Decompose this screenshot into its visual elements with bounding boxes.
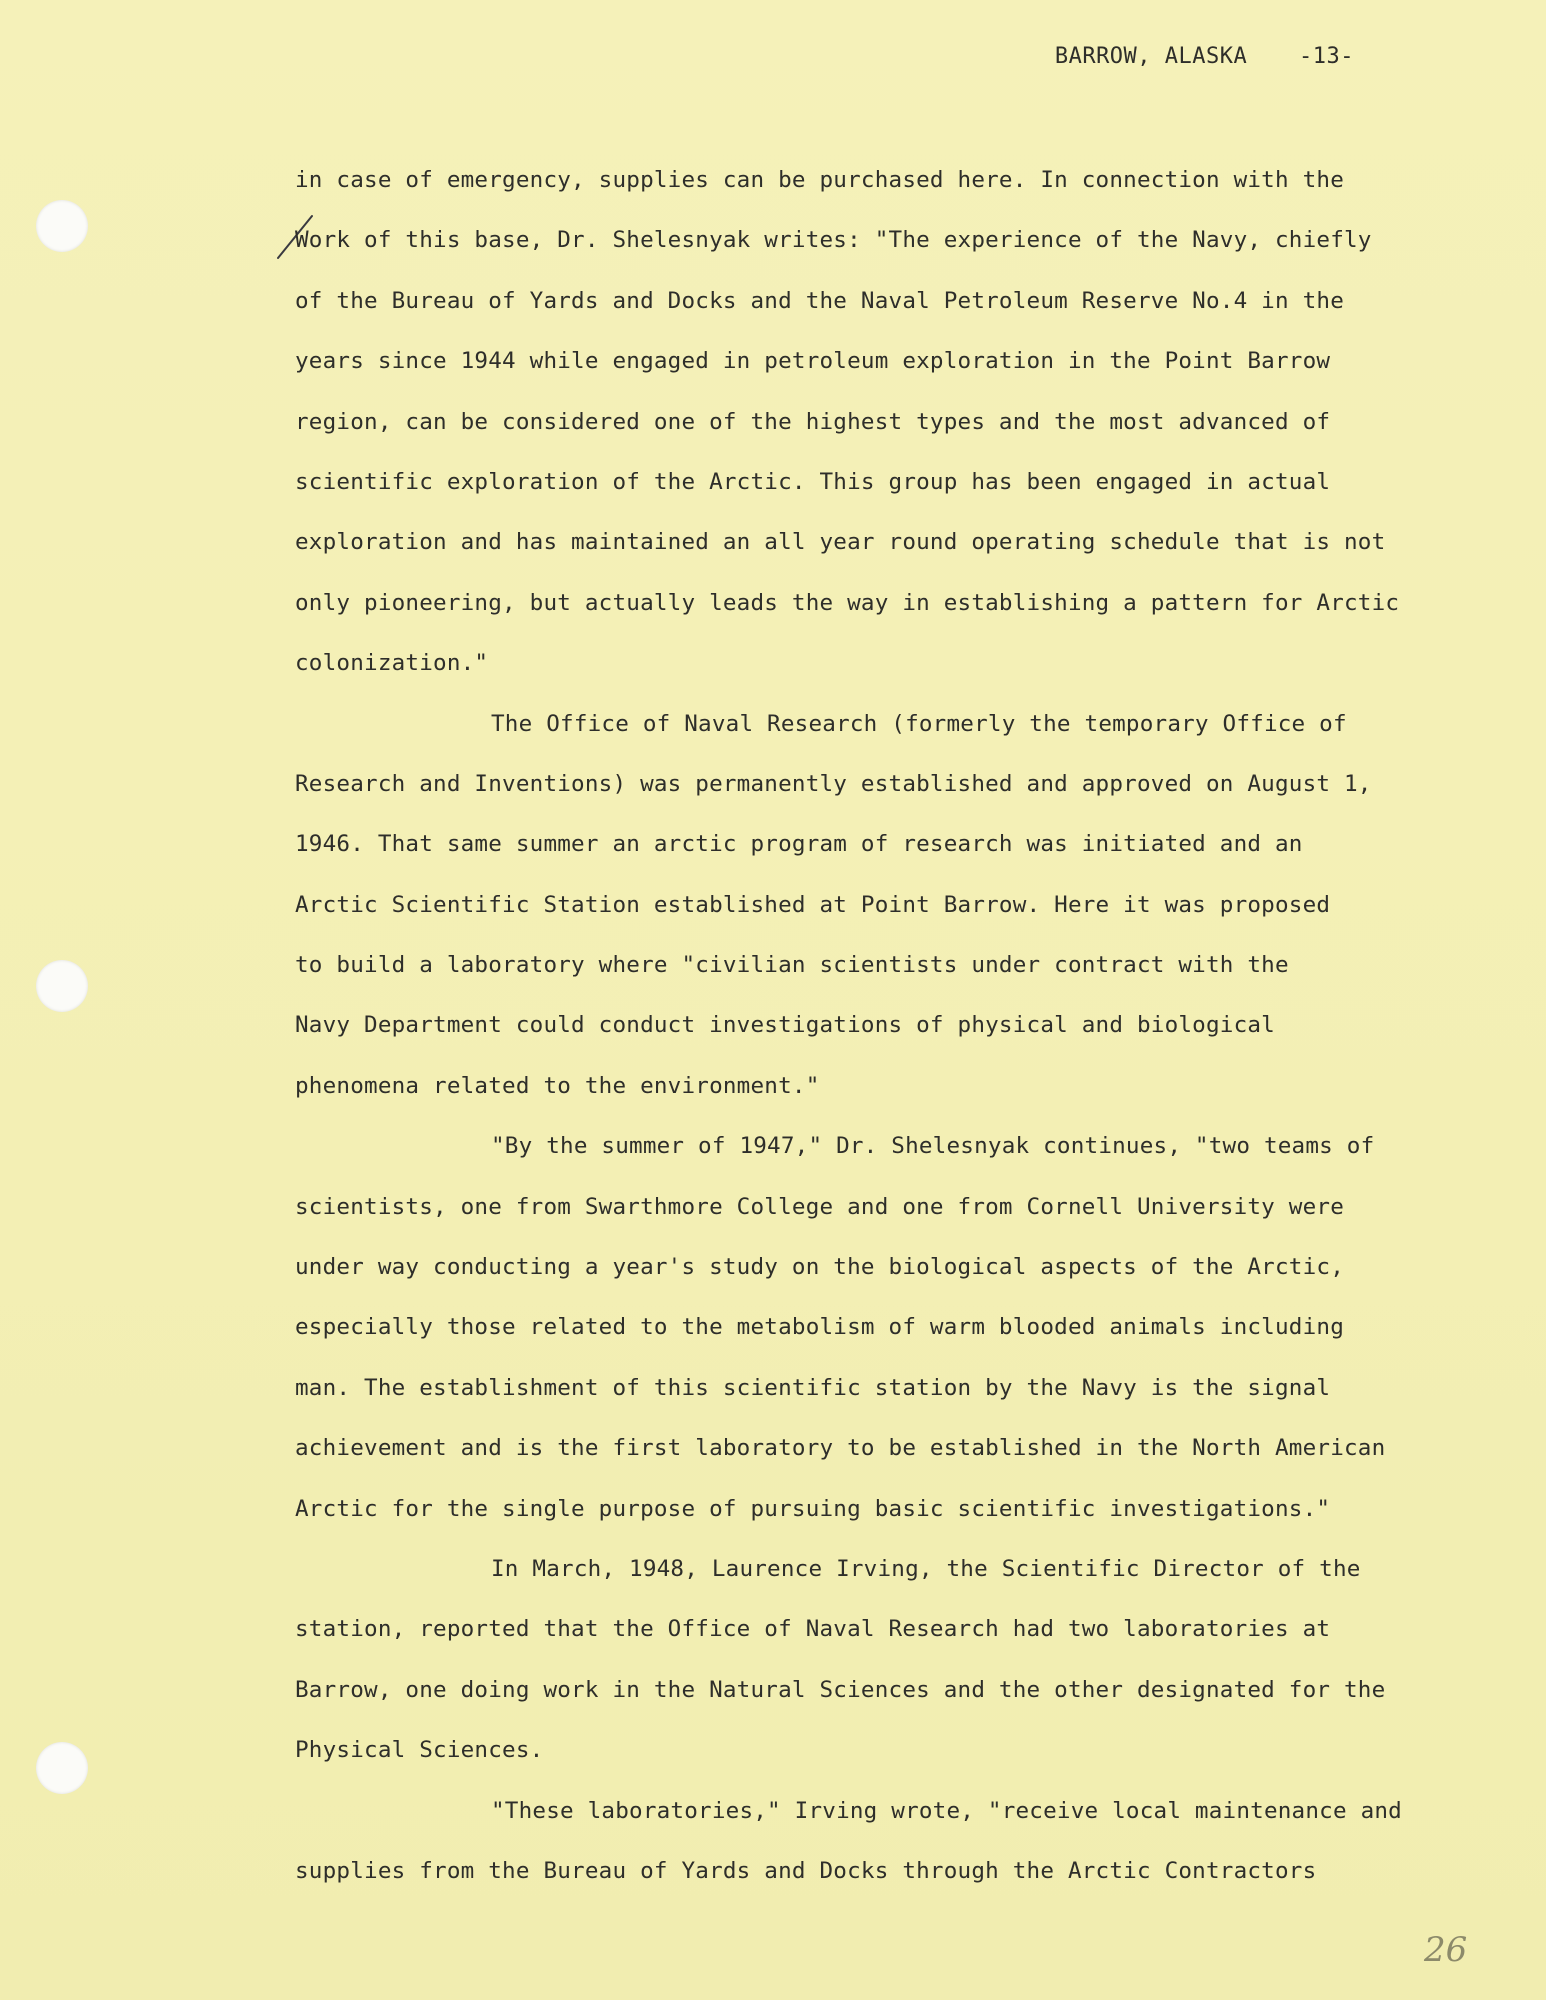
text-line: 1946. That same summer an arctic program of research was initiated and an: [295, 831, 1303, 858]
text-line: Barrow, one doing work in the Natural Sciences and the other designated for the: [295, 1676, 1386, 1703]
text-line: man. The establishment of this scientific station by the Navy is the signal: [295, 1374, 1331, 1401]
handwritten-note: 26: [1424, 1930, 1468, 1970]
punch-hole: [36, 1742, 88, 1794]
text-line: scientists, one from Swarthmore College and one from Cornell University were: [295, 1193, 1344, 1220]
text-line: Work of this base, Dr. Shelesnyak writes: "The experience of the Navy, chiefly: [295, 227, 1372, 254]
text-line: Arctic Scientific Station established at Point Barrow. Here it was proposed: [295, 891, 1331, 918]
text-line: especially those related to the metabolism of warm blooded animals including: [295, 1314, 1344, 1341]
text-line: under way conducting a year's study on the biological aspects of the Arctic,: [295, 1254, 1344, 1281]
text-line: exploration and has maintained an all year round operating schedule that is not: [295, 529, 1386, 556]
text-line: "By the summer of 1947," Dr. Shelesnyak continues, "two teams of: [491, 1133, 1375, 1160]
text-line: Navy Department could conduct investigations of physical and biological: [295, 1012, 1275, 1039]
text-line: The Office of Naval Research (formerly the temporary Office of: [491, 710, 1347, 737]
text-line: to build a laboratory where "civilian scientists under contract with the: [295, 952, 1289, 979]
text-line: only pioneering, but actually leads the way in establishing a pattern for Arctic: [295, 589, 1400, 616]
text-line: in case of emergency, supplies can be purchased here. In connection with the: [295, 167, 1344, 193]
text-line: colonization.": [295, 650, 489, 677]
header-location: BARROW, ALASKA: [1054, 44, 1248, 69]
text-line: Arctic for the single purpose of pursuing basic scientific investigations.": [295, 1495, 1331, 1522]
text-line: phenomena related to the environment.": [295, 1072, 820, 1099]
text-line: scientific exploration of the Arctic. This group has been engaged in actual: [295, 468, 1331, 495]
document-body: [295, 155, 1495, 1906]
text-line: station, reported that the Office of Naval Research had two laboratories at: [295, 1616, 1331, 1643]
text-line: In March, 1948, Laurence Irving, the Scientific Director of the: [491, 1555, 1361, 1582]
page-number: -13-: [1299, 44, 1354, 69]
punch-hole: [36, 960, 88, 1012]
punch-hole: [36, 200, 88, 252]
text-line: "These laboratories," Irving wrote, "receive local maintenance and: [491, 1797, 1402, 1824]
text-line: years since 1944 while engaged in petroleum exploration in the Point Barrow: [295, 348, 1331, 375]
page-header: [1055, 44, 1354, 69]
text-line: Physical Sciences.: [295, 1737, 544, 1764]
text-line: region, can be considered one of the highest types and the most advanced of: [295, 408, 1331, 435]
text-line: Research and Inventions) was permanently established and approved on August 1,: [295, 770, 1372, 797]
text-line: of the Bureau of Yards and Docks and the Naval Petroleum Reserve No.4 in the: [295, 287, 1344, 314]
text-line: supplies from the Bureau of Yards and Docks through the Arctic Contractors: [295, 1857, 1317, 1884]
text-line: achievement and is the first laboratory to be established in the North American: [295, 1435, 1386, 1462]
